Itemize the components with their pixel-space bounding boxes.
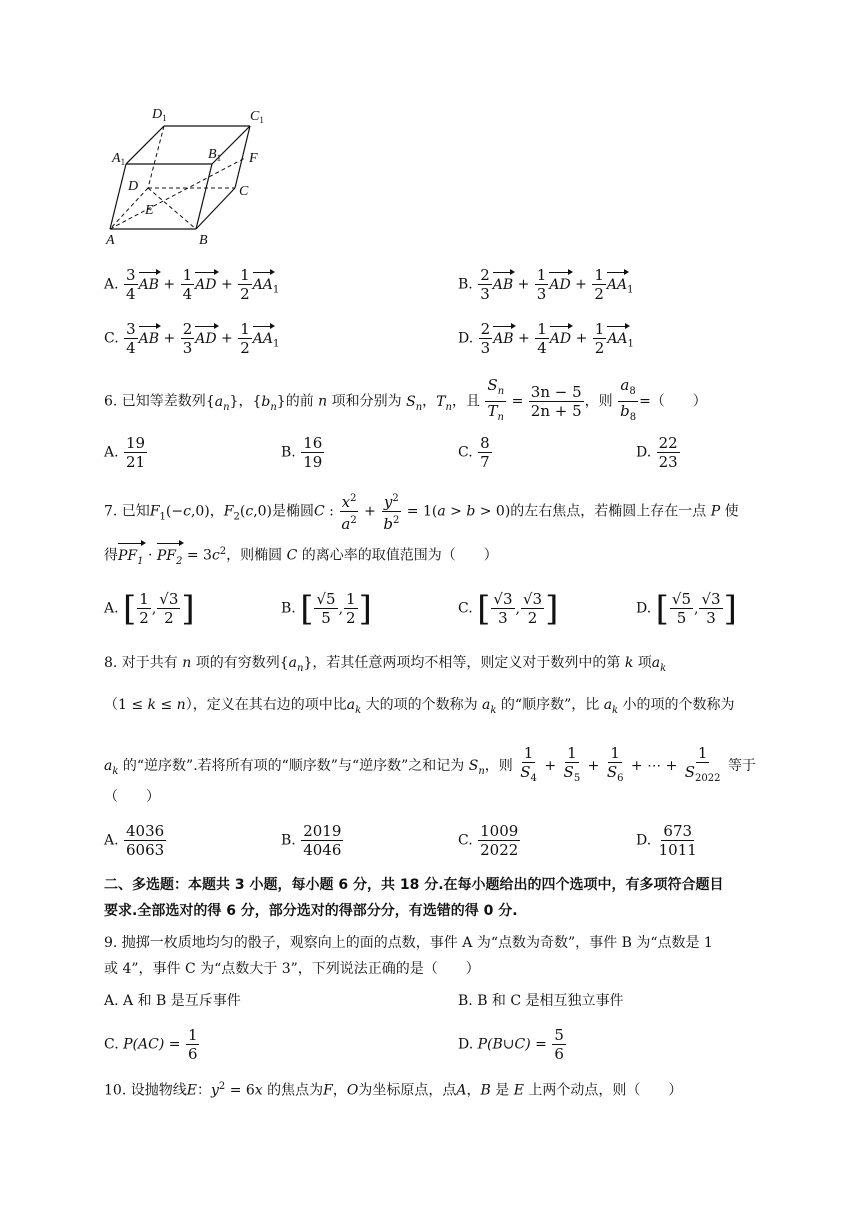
section-heading-line1: 二、多选题：本题共 3 小题，每小题 6 分，共 18 分.在每小题给出的四个选项中，有多项符合题目 xyxy=(104,877,724,893)
q8-stem-line1: 8. 对于共有 n 项的有穷数列$\{a_n\}$，若其任意两项均不相等，则定义对于数列中的第 k 项$a_k$ xyxy=(104,655,667,674)
q5-option-d[interactable]: D. $\frac{2}{3}$ AB + $\frac{1}{4}$ AD + $\frac{1}{2}$ $AA_1$ xyxy=(458,320,634,357)
q6-stem: 6. 已知等差数列$\{a_n\}$，$\{b_n\}$的前 n 项和分别为 $S_n$，$T_n$，且 $\frac{S_n}{T_n}$ = $\frac{3n - 5}{2n + 5}$ ，则 $\frac{a_8}{b_8}$ =（ ） xyxy=(104,376,707,423)
q8-option-a[interactable]: A. $\frac{4036}{6063}$ xyxy=(104,822,165,859)
q8-option-b[interactable]: B. $\frac{2019}{4046}$ xyxy=(281,822,342,859)
q8-option-c[interactable]: C. $\frac{1009}{2022}$ xyxy=(458,822,519,859)
q7-stem-line1: 7. 已知$F_1(-c,0)$，$F_2(c,0)$是椭圆C : $\frac{x^2}{a^2}$ + $\frac{y^2}{b^2}$ = 1(a > b > 0)的左右焦点，若椭圆上存在一点 P 使 xyxy=(104,490,739,533)
q6-option-b[interactable]: B. $\frac{16}{19}$ xyxy=(281,434,323,471)
q7-option-d[interactable]: D. [ $\frac{√5}{5}$ , $\frac{√3}{3}$ ] xyxy=(636,588,737,629)
q7-option-c[interactable]: C. [ $\frac{√3}{3}$ , $\frac{√3}{2}$ ] xyxy=(458,588,559,629)
q9-option-a[interactable]: A. A 和 B 是互斥事件 xyxy=(104,993,241,1009)
q8-stem-line4: （ ） xyxy=(104,789,160,805)
q5-option-c[interactable]: C. $\frac{3}{4}$ AB + $\frac{2}{3}$ AD + $\frac{1}{2}$ $AA_1$ xyxy=(104,320,280,357)
q7-stem-line2: 得$PF_1 \cdot PF_2 = 3c^2$，则椭圆 C 的离心率的取值范围为（ ） xyxy=(104,541,498,572)
q5-option-a[interactable]: A. $\frac{3}{4}$ AB + $\frac{1}{4}$ AD + $\frac{1}{2}$ $AA_1$ xyxy=(104,266,280,303)
label-F: F xyxy=(249,151,258,166)
q6-option-a[interactable]: A. $\frac{19}{21}$ xyxy=(104,434,146,471)
q8-option-d[interactable]: D. $\frac{673}{1011}$ xyxy=(636,822,697,859)
label-E: E xyxy=(145,203,154,218)
q7-option-b[interactable]: B. [ $\frac{√5}{5}$ , $\frac{1}{2}$ ] xyxy=(281,588,372,629)
label-D1: $D_1$ xyxy=(152,107,167,123)
section-heading-line2: 要求.全部选对的得 6 分，部分选对的得部分分，有选错的得 0 分. xyxy=(104,903,518,919)
q9-stem-line2: 或 4”，事件 C 为“点数大于 3”，下列说法正确的是（ ） xyxy=(104,961,480,977)
q6-option-d[interactable]: D. $\frac{22}{23}$ xyxy=(636,434,678,471)
q9-option-b[interactable]: B. B 和 C 是相互独立事件 xyxy=(458,993,624,1009)
label-A1: $A_1$ xyxy=(112,151,126,167)
q9-stem-line1: 9. 抛掷一枚质地均匀的骰子，观察向上的面的点数，事件 A 为“点数为奇数”，事件 B 为“点数是 1 xyxy=(104,935,713,951)
q9-option-c[interactable]: C. P(AC) = $\frac{1}{6}$ xyxy=(104,1026,198,1063)
q8-stem-line3: $a_k$ 的“逆序数”.若将所有项的“顺序数”与“逆序数”之和记为 $S_n$，则 $\frac{1}{S_4}$ + $\frac{1}{S_5}$ + $\frac{1}{S_6}$ + ⋯ + $\frac{1}{S_{2022}}$ 等于 xyxy=(104,744,756,784)
q7-option-a[interactable]: A. [ $\frac{1}{2}$ , $\frac{√3}{2}$ ] xyxy=(104,588,195,629)
q9-option-d[interactable]: D. P(B∪C) = $\frac{5}{6}$ xyxy=(458,1026,564,1063)
label-A: A xyxy=(106,233,115,248)
q6-option-c[interactable]: C. $\frac{8}{7}$ xyxy=(458,434,490,471)
q10-stem: 10. 设抛物线E：$y^2 = 6x$ 的焦点为F，O为坐标原点，点A，B 是 E 上两个动点，则（ ） xyxy=(104,1081,683,1099)
label-D: D xyxy=(128,179,139,194)
label-B1: $B_1$ xyxy=(208,147,222,163)
label-C1: $C_1$ xyxy=(250,109,264,125)
q5-option-b[interactable]: B. $\frac{2}{3}$ AB + $\frac{1}{3}$ AD + $\frac{1}{2}$ $AA_1$ xyxy=(458,266,634,303)
parallelepiped-figure xyxy=(100,98,300,258)
label-B: B xyxy=(199,233,208,248)
q8-stem-line2: （1 ≤ k ≤ n），定义在其右边的项中比$a_k$ 大的项的个数称为 $a_k$ 的“顺序数”，比 $a_k$ 小的项的个数称为 xyxy=(104,697,735,716)
label-C: C xyxy=(239,184,249,199)
